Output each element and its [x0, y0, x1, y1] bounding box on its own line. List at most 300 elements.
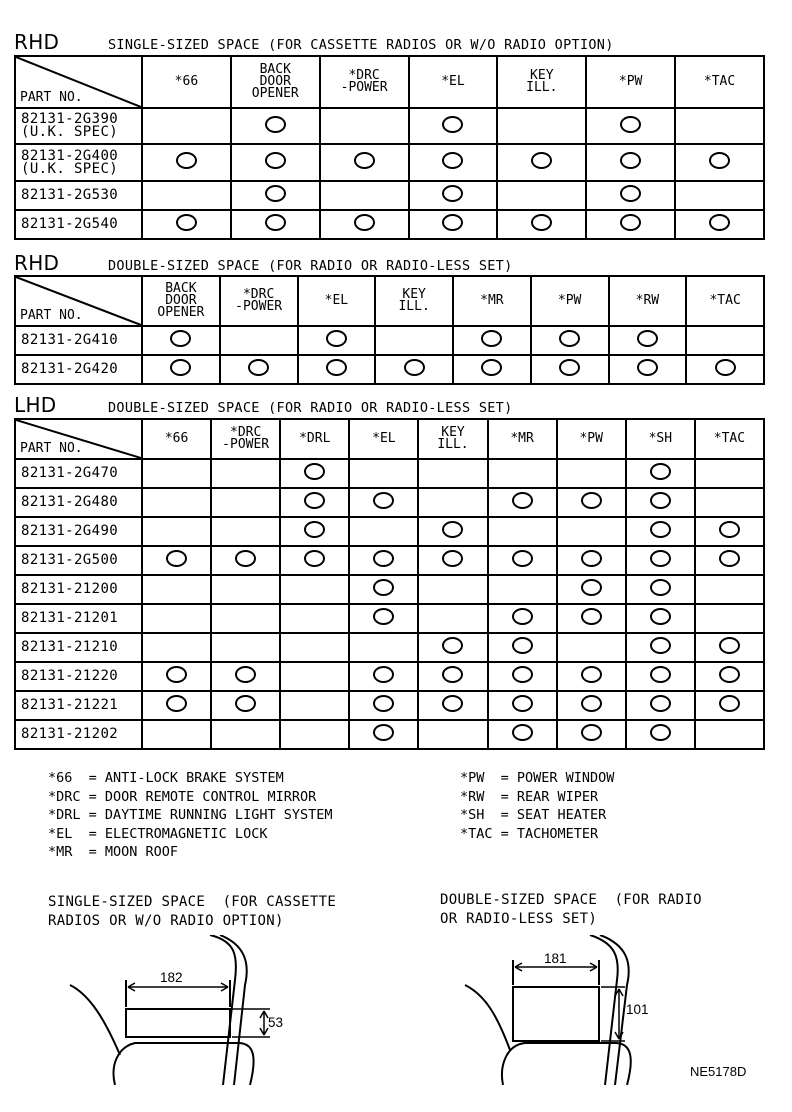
column-header: KEY ILL.	[375, 276, 453, 326]
part-number: 82131-2G530	[15, 181, 142, 210]
applicability-cell	[586, 144, 675, 181]
applicability-cell	[280, 604, 349, 633]
part-number: 82131-21202	[15, 720, 142, 749]
applicability-cell	[453, 326, 531, 355]
part-number: 82131-21200	[15, 575, 142, 604]
applicability-cell	[418, 691, 487, 720]
circle-mark-icon	[166, 695, 187, 712]
circle-mark-icon	[373, 666, 394, 683]
applicability-cell	[586, 181, 675, 210]
applicability-cell	[609, 355, 687, 384]
applicability-cell	[557, 575, 626, 604]
double-height-dimension: 101	[626, 1002, 649, 1017]
applicability-cell	[142, 691, 211, 720]
applicability-cell	[142, 517, 211, 546]
applicability-cell	[557, 604, 626, 633]
applicability-cell	[142, 633, 211, 662]
applicability-cell	[280, 546, 349, 575]
applicability-cell	[280, 488, 349, 517]
parts-table-lhd-double	[14, 418, 765, 750]
circle-mark-icon	[650, 521, 671, 538]
part-number: 82131-2G400 (U.K. SPEC)	[15, 144, 142, 181]
legend-left	[48, 769, 332, 862]
applicability-cell	[488, 575, 557, 604]
circle-mark-icon	[531, 214, 552, 231]
applicability-cell	[211, 691, 280, 720]
circle-mark-icon	[373, 579, 394, 596]
applicability-cell	[349, 662, 418, 691]
column-header: *PW	[531, 276, 609, 326]
applicability-cell	[142, 604, 211, 633]
applicability-cell	[695, 546, 764, 575]
circle-mark-icon	[581, 608, 602, 625]
applicability-cell	[280, 662, 349, 691]
column-header: *TAC	[695, 419, 764, 459]
applicability-cell	[280, 459, 349, 488]
applicability-cell	[142, 488, 211, 517]
applicability-cell	[142, 326, 220, 355]
circle-mark-icon	[481, 330, 502, 347]
circle-mark-icon	[650, 608, 671, 625]
circle-mark-icon	[235, 666, 256, 683]
applicability-cell	[695, 662, 764, 691]
applicability-cell	[142, 181, 231, 210]
circle-mark-icon	[719, 637, 740, 654]
part-number: 82131-2G410	[15, 326, 142, 355]
column-header: KEY ILL.	[497, 56, 586, 108]
table-row	[15, 575, 764, 604]
applicability-cell	[211, 575, 280, 604]
circle-mark-icon	[581, 579, 602, 596]
applicability-cell	[142, 355, 220, 384]
applicability-cell	[557, 546, 626, 575]
circle-mark-icon	[650, 666, 671, 683]
table-row	[15, 108, 764, 144]
column-header: *DRC -POWER	[211, 419, 280, 459]
applicability-cell	[626, 488, 695, 517]
part-number: 82131-2G490	[15, 517, 142, 546]
circle-mark-icon	[581, 666, 602, 683]
table-row	[15, 181, 764, 210]
applicability-cell	[488, 459, 557, 488]
parts-table-rhd-single	[14, 55, 765, 240]
circle-mark-icon	[650, 463, 671, 480]
circle-mark-icon	[650, 724, 671, 741]
table-row	[15, 691, 764, 720]
circle-mark-icon	[709, 152, 730, 169]
applicability-cell	[626, 575, 695, 604]
table-row	[15, 546, 764, 575]
applicability-cell	[418, 720, 487, 749]
circle-mark-icon	[166, 666, 187, 683]
applicability-cell	[220, 326, 298, 355]
circle-mark-icon	[512, 724, 533, 741]
circle-mark-icon	[442, 185, 463, 202]
circle-mark-icon	[581, 695, 602, 712]
circle-mark-icon	[637, 359, 658, 376]
applicability-cell	[349, 459, 418, 488]
circle-mark-icon	[442, 214, 463, 231]
legend-item: *RW = REAR WIPER	[460, 788, 599, 805]
circle-mark-icon	[304, 521, 325, 538]
applicability-cell	[349, 575, 418, 604]
applicability-cell	[675, 210, 764, 239]
column-header: *TAC	[686, 276, 764, 326]
circle-mark-icon	[373, 492, 394, 509]
applicability-cell	[349, 546, 418, 575]
applicability-cell	[220, 355, 298, 384]
circle-mark-icon	[176, 152, 197, 169]
applicability-cell	[280, 691, 349, 720]
column-header: *TAC	[675, 56, 764, 108]
applicability-cell	[142, 662, 211, 691]
diagram-caption-double: DOUBLE-SIZED SPACE (FOR RADIO OR RADIO-LESS SET)	[440, 892, 702, 927]
applicability-cell	[231, 181, 320, 210]
column-header: BACK DOOR OPENER	[142, 276, 220, 326]
applicability-cell	[142, 210, 231, 239]
circle-mark-icon	[442, 695, 463, 712]
circle-mark-icon	[265, 152, 286, 169]
applicability-cell	[320, 108, 409, 144]
circle-mark-icon	[715, 359, 736, 376]
applicability-cell	[211, 488, 280, 517]
circle-mark-icon	[512, 492, 533, 509]
section-label: RHD	[14, 30, 60, 54]
circle-mark-icon	[481, 359, 502, 376]
circle-mark-icon	[650, 637, 671, 654]
circle-mark-icon	[719, 695, 740, 712]
part-no-header: PART NO.	[15, 419, 142, 459]
applicability-cell	[320, 144, 409, 181]
applicability-cell	[280, 517, 349, 546]
applicability-cell	[375, 326, 453, 355]
part-number: 82131-21220	[15, 662, 142, 691]
legend-item: *DRL = DAYTIME RUNNING LIGHT SYSTEM	[48, 807, 333, 823]
table-row	[15, 720, 764, 749]
circle-mark-icon	[373, 608, 394, 625]
applicability-cell	[497, 181, 586, 210]
column-header: *DRC -POWER	[220, 276, 298, 326]
part-no-header: PART NO.	[15, 276, 142, 326]
applicability-cell	[695, 517, 764, 546]
circle-mark-icon	[512, 666, 533, 683]
part-no-header: PART NO.	[15, 56, 142, 108]
applicability-cell	[453, 355, 531, 384]
table-row	[15, 517, 764, 546]
circle-mark-icon	[620, 185, 641, 202]
applicability-cell	[298, 326, 376, 355]
applicability-cell	[557, 691, 626, 720]
table-row	[15, 662, 764, 691]
applicability-cell	[375, 355, 453, 384]
circle-mark-icon	[637, 330, 658, 347]
parts-table-rhd-double	[14, 275, 765, 385]
applicability-cell	[418, 459, 487, 488]
applicability-cell	[586, 108, 675, 144]
circle-mark-icon	[248, 359, 269, 376]
circle-mark-icon	[719, 550, 740, 567]
applicability-cell	[531, 355, 609, 384]
legend-item: *DRC = DOOR REMOTE CONTROL MIRROR	[48, 788, 317, 805]
applicability-cell	[488, 633, 557, 662]
legend-right	[460, 769, 614, 843]
circle-mark-icon	[442, 116, 463, 133]
applicability-cell	[675, 181, 764, 210]
column-header: *MR	[453, 276, 531, 326]
applicability-cell	[557, 633, 626, 662]
applicability-cell	[349, 604, 418, 633]
section-label: RHD	[14, 251, 60, 275]
applicability-cell	[211, 633, 280, 662]
circle-mark-icon	[176, 214, 197, 231]
circle-mark-icon	[719, 521, 740, 538]
part-number: 82131-21210	[15, 633, 142, 662]
applicability-cell	[609, 326, 687, 355]
table-row	[15, 488, 764, 517]
circle-mark-icon	[512, 608, 533, 625]
column-header: *SH	[626, 419, 695, 459]
applicability-cell	[557, 662, 626, 691]
circle-mark-icon	[265, 185, 286, 202]
legend-item: *PW = POWER WINDOW	[460, 770, 615, 786]
applicability-cell	[626, 720, 695, 749]
applicability-cell	[497, 210, 586, 239]
applicability-cell	[142, 546, 211, 575]
column-header: KEY ILL.	[418, 419, 487, 459]
circle-mark-icon	[719, 666, 740, 683]
applicability-cell	[497, 108, 586, 144]
part-number: 82131-2G390 (U.K. SPEC)	[15, 108, 142, 144]
circle-mark-icon	[512, 637, 533, 654]
circle-mark-icon	[442, 666, 463, 683]
circle-mark-icon	[373, 724, 394, 741]
legend-item: *MR = MOON ROOF	[48, 844, 179, 860]
part-number: 82131-2G420	[15, 355, 142, 384]
circle-mark-icon	[170, 330, 191, 347]
applicability-cell	[626, 546, 695, 575]
circle-mark-icon	[559, 359, 580, 376]
applicability-cell	[488, 488, 557, 517]
applicability-cell	[488, 662, 557, 691]
applicability-cell	[211, 459, 280, 488]
circle-mark-icon	[373, 695, 394, 712]
applicability-cell	[626, 517, 695, 546]
circle-mark-icon	[354, 214, 375, 231]
circle-mark-icon	[650, 695, 671, 712]
applicability-cell	[695, 633, 764, 662]
applicability-cell	[695, 488, 764, 517]
circle-mark-icon	[650, 492, 671, 509]
applicability-cell	[231, 144, 320, 181]
applicability-cell	[298, 355, 376, 384]
applicability-cell	[531, 326, 609, 355]
part-number: 82131-2G470	[15, 459, 142, 488]
circle-mark-icon	[442, 550, 463, 567]
part-number: 82131-2G500	[15, 546, 142, 575]
table-row	[15, 459, 764, 488]
applicability-cell	[409, 210, 498, 239]
circle-mark-icon	[559, 330, 580, 347]
applicability-cell	[488, 691, 557, 720]
applicability-cell	[211, 604, 280, 633]
applicability-cell	[695, 604, 764, 633]
circle-mark-icon	[650, 579, 671, 596]
circle-mark-icon	[304, 463, 325, 480]
circle-mark-icon	[650, 550, 671, 567]
circle-mark-icon	[620, 214, 641, 231]
legend-item: *TAC = TACHOMETER	[460, 825, 599, 842]
applicability-cell	[349, 720, 418, 749]
figure-reference-code: NE5178D	[690, 1064, 747, 1079]
applicability-cell	[586, 210, 675, 239]
table-row	[15, 355, 764, 384]
applicability-cell	[418, 488, 487, 517]
applicability-cell	[211, 546, 280, 575]
circle-mark-icon	[235, 550, 256, 567]
applicability-cell	[409, 108, 498, 144]
column-header: *DRL	[280, 419, 349, 459]
part-number: 82131-21201	[15, 604, 142, 633]
column-header: *PW	[586, 56, 675, 108]
circle-mark-icon	[531, 152, 552, 169]
circle-mark-icon	[442, 152, 463, 169]
table-row	[15, 210, 764, 239]
applicability-cell	[349, 488, 418, 517]
table-row	[15, 604, 764, 633]
column-header: *EL	[349, 419, 418, 459]
applicability-cell	[488, 604, 557, 633]
section-header-rhd-double	[14, 251, 513, 275]
part-number: 82131-2G540	[15, 210, 142, 239]
circle-mark-icon	[404, 359, 425, 376]
section-description: DOUBLE-SIZED SPACE (FOR RADIO OR RADIO-LESS SET)	[108, 258, 513, 274]
diagram-caption-single: SINGLE-SIZED SPACE (FOR CASSETTE RADIOS OR W/O RADIO OPTION)	[48, 894, 337, 929]
applicability-cell	[418, 633, 487, 662]
applicability-cell	[488, 517, 557, 546]
circle-mark-icon	[709, 214, 730, 231]
double-width-dimension: 181	[544, 951, 567, 966]
applicability-cell	[626, 691, 695, 720]
applicability-cell	[626, 662, 695, 691]
applicability-cell	[557, 517, 626, 546]
applicability-cell	[557, 720, 626, 749]
applicability-cell	[626, 604, 695, 633]
circle-mark-icon	[442, 521, 463, 538]
circle-mark-icon	[170, 359, 191, 376]
applicability-cell	[695, 720, 764, 749]
circle-mark-icon	[235, 695, 256, 712]
applicability-cell	[557, 459, 626, 488]
column-header: *DRC -POWER	[320, 56, 409, 108]
applicability-cell	[211, 662, 280, 691]
column-header: *EL	[298, 276, 376, 326]
applicability-cell	[497, 144, 586, 181]
single-width-dimension: 182	[160, 970, 183, 985]
circle-mark-icon	[512, 695, 533, 712]
section-header-lhd-double	[14, 393, 513, 417]
part-number: 82131-21221	[15, 691, 142, 720]
applicability-cell	[418, 575, 487, 604]
circle-mark-icon	[354, 152, 375, 169]
applicability-cell	[349, 633, 418, 662]
circle-mark-icon	[326, 330, 347, 347]
table-row	[15, 633, 764, 662]
applicability-cell	[211, 720, 280, 749]
section-description: SINGLE-SIZED SPACE (FOR CASSETTE RADIOS OR W/O RADIO OPTION)	[108, 37, 614, 53]
applicability-cell	[142, 144, 231, 181]
applicability-cell	[280, 633, 349, 662]
applicability-cell	[695, 691, 764, 720]
applicability-cell	[418, 662, 487, 691]
section-header-rhd-single	[14, 30, 614, 54]
applicability-cell	[231, 210, 320, 239]
circle-mark-icon	[620, 116, 641, 133]
circle-mark-icon	[581, 550, 602, 567]
circle-mark-icon	[442, 637, 463, 654]
section-description: DOUBLE-SIZED SPACE (FOR RADIO OR RADIO-LESS SET)	[108, 400, 513, 416]
circle-mark-icon	[265, 214, 286, 231]
column-header: *66	[142, 56, 231, 108]
applicability-cell	[320, 210, 409, 239]
circle-mark-icon	[620, 152, 641, 169]
part-number: 82131-2G480	[15, 488, 142, 517]
column-header: BACK DOOR OPENER	[231, 56, 320, 108]
applicability-cell	[686, 355, 764, 384]
applicability-cell	[626, 459, 695, 488]
column-header: *EL	[409, 56, 498, 108]
circle-mark-icon	[373, 550, 394, 567]
applicability-cell	[488, 546, 557, 575]
column-header: *66	[142, 419, 211, 459]
circle-mark-icon	[581, 492, 602, 509]
applicability-cell	[686, 326, 764, 355]
applicability-cell	[695, 459, 764, 488]
applicability-cell	[409, 181, 498, 210]
applicability-cell	[349, 517, 418, 546]
single-height-dimension: 53	[268, 1015, 284, 1030]
applicability-cell	[675, 144, 764, 181]
applicability-cell	[142, 575, 211, 604]
applicability-cell	[488, 720, 557, 749]
applicability-cell	[320, 181, 409, 210]
circle-mark-icon	[512, 550, 533, 567]
circle-mark-icon	[166, 550, 187, 567]
applicability-cell	[557, 488, 626, 517]
circle-mark-icon	[304, 550, 325, 567]
legend-item: *66 = ANTI-LOCK BRAKE SYSTEM	[48, 770, 284, 786]
column-header: *MR	[488, 419, 557, 459]
circle-mark-icon	[326, 359, 347, 376]
table-row	[15, 144, 764, 181]
legend-item: *EL = ELECTROMAGNETIC LOCK	[48, 825, 268, 842]
section-label: LHD	[14, 393, 57, 417]
column-header: *RW	[609, 276, 687, 326]
circle-mark-icon	[304, 492, 325, 509]
legend-item: *SH = SEAT HEATER	[460, 807, 607, 823]
table-row	[15, 326, 764, 355]
applicability-cell	[409, 144, 498, 181]
applicability-cell	[211, 517, 280, 546]
applicability-cell	[142, 720, 211, 749]
applicability-cell	[626, 633, 695, 662]
circle-mark-icon	[581, 724, 602, 741]
applicability-cell	[349, 691, 418, 720]
applicability-cell	[280, 720, 349, 749]
circle-mark-icon	[265, 116, 286, 133]
applicability-cell	[418, 546, 487, 575]
applicability-cell	[231, 108, 320, 144]
applicability-cell	[280, 575, 349, 604]
